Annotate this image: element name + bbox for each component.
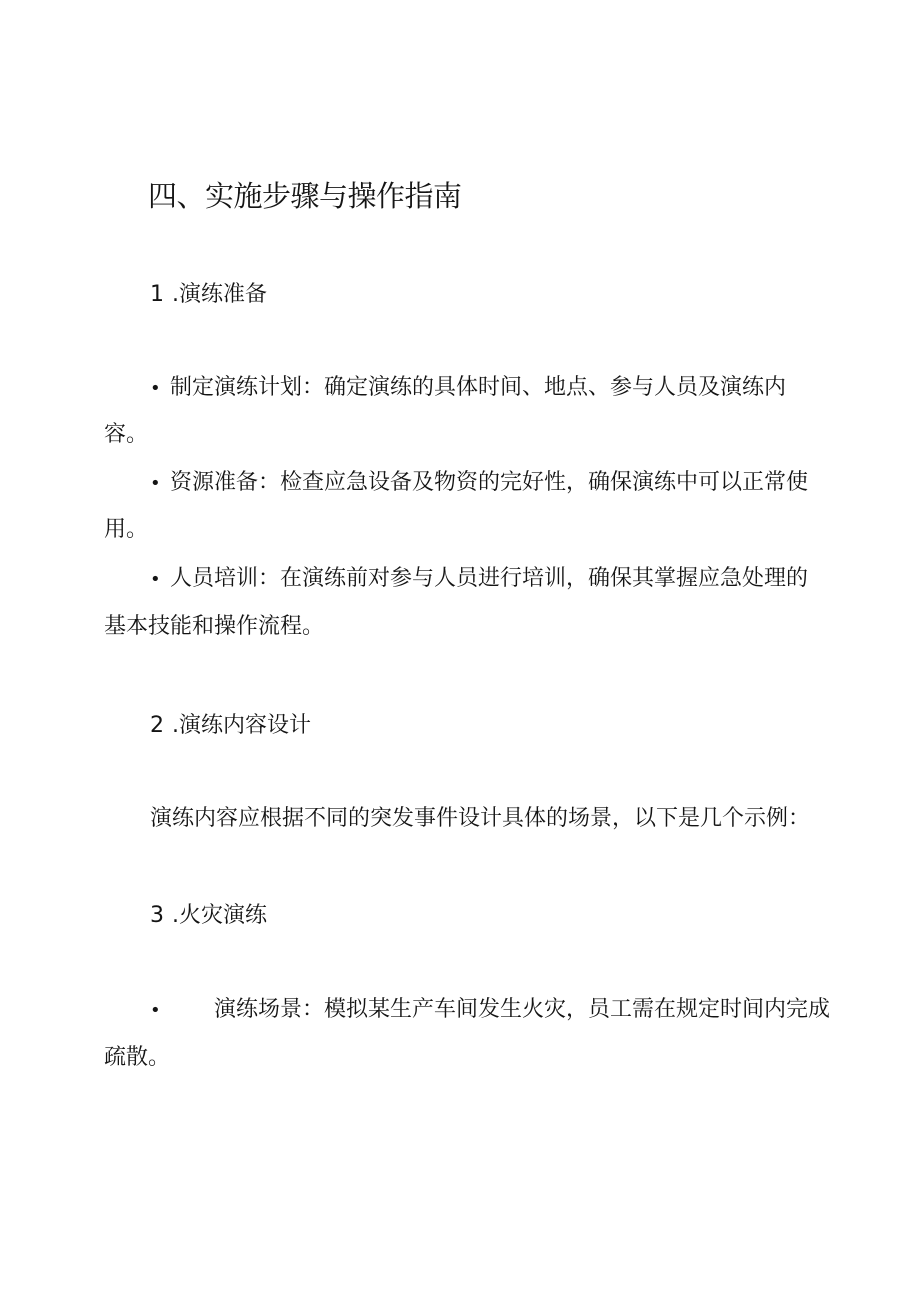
section-3-bullet-1-line-1: • 演练场景：模拟某生产车间发生火灾，员工需在规定时间内完成 <box>150 995 830 1026</box>
section-1-title-text: .演练准备 <box>172 282 267 307</box>
section-1-title <box>150 280 267 310</box>
bullet-marker: • <box>150 569 161 590</box>
bullet-marker: • <box>150 473 161 494</box>
section-1-bullet-1-line-2: 容。 <box>104 422 149 447</box>
section-3-title <box>150 901 267 931</box>
section-2-paragraph: 演练内容应根据不同的突发事件设计具体的场景，以下是几个示例： <box>150 806 811 831</box>
section-1-bullet-3-line-2: 基本技能和操作流程。 <box>104 614 325 639</box>
section-1-number: 1 <box>150 282 164 307</box>
section-2-title <box>150 711 311 741</box>
section-3-bullet-1-line-2: 疏散。 <box>104 1045 171 1070</box>
section-1-bullet-3-line-1: • 人员培训：在演练前对参与人员进行培训，确保其掌握应急处理的 <box>150 564 808 595</box>
bullet-marker: • <box>150 1000 161 1021</box>
bullet-marker: • <box>150 378 161 399</box>
section-1-bullet-2-line-2: 用。 <box>104 517 149 542</box>
section-3-number: 3 <box>150 903 164 928</box>
section-3-title-text: .火灾演练 <box>172 903 267 928</box>
section-1-bullet-2-line-1: • 资源准备：检查应急设备及物资的完好性，确保演练中可以正常使 <box>150 468 808 499</box>
section-2-number: 2 <box>150 713 164 738</box>
section-1-bullet-1-line-1: • 制定演练计划：确定演练的具体时间、地点、参与人员及演练内 <box>150 373 786 404</box>
page-heading: 四、实施步骤与操作指南 <box>148 179 462 213</box>
section-2-title-text: .演练内容设计 <box>172 713 311 738</box>
